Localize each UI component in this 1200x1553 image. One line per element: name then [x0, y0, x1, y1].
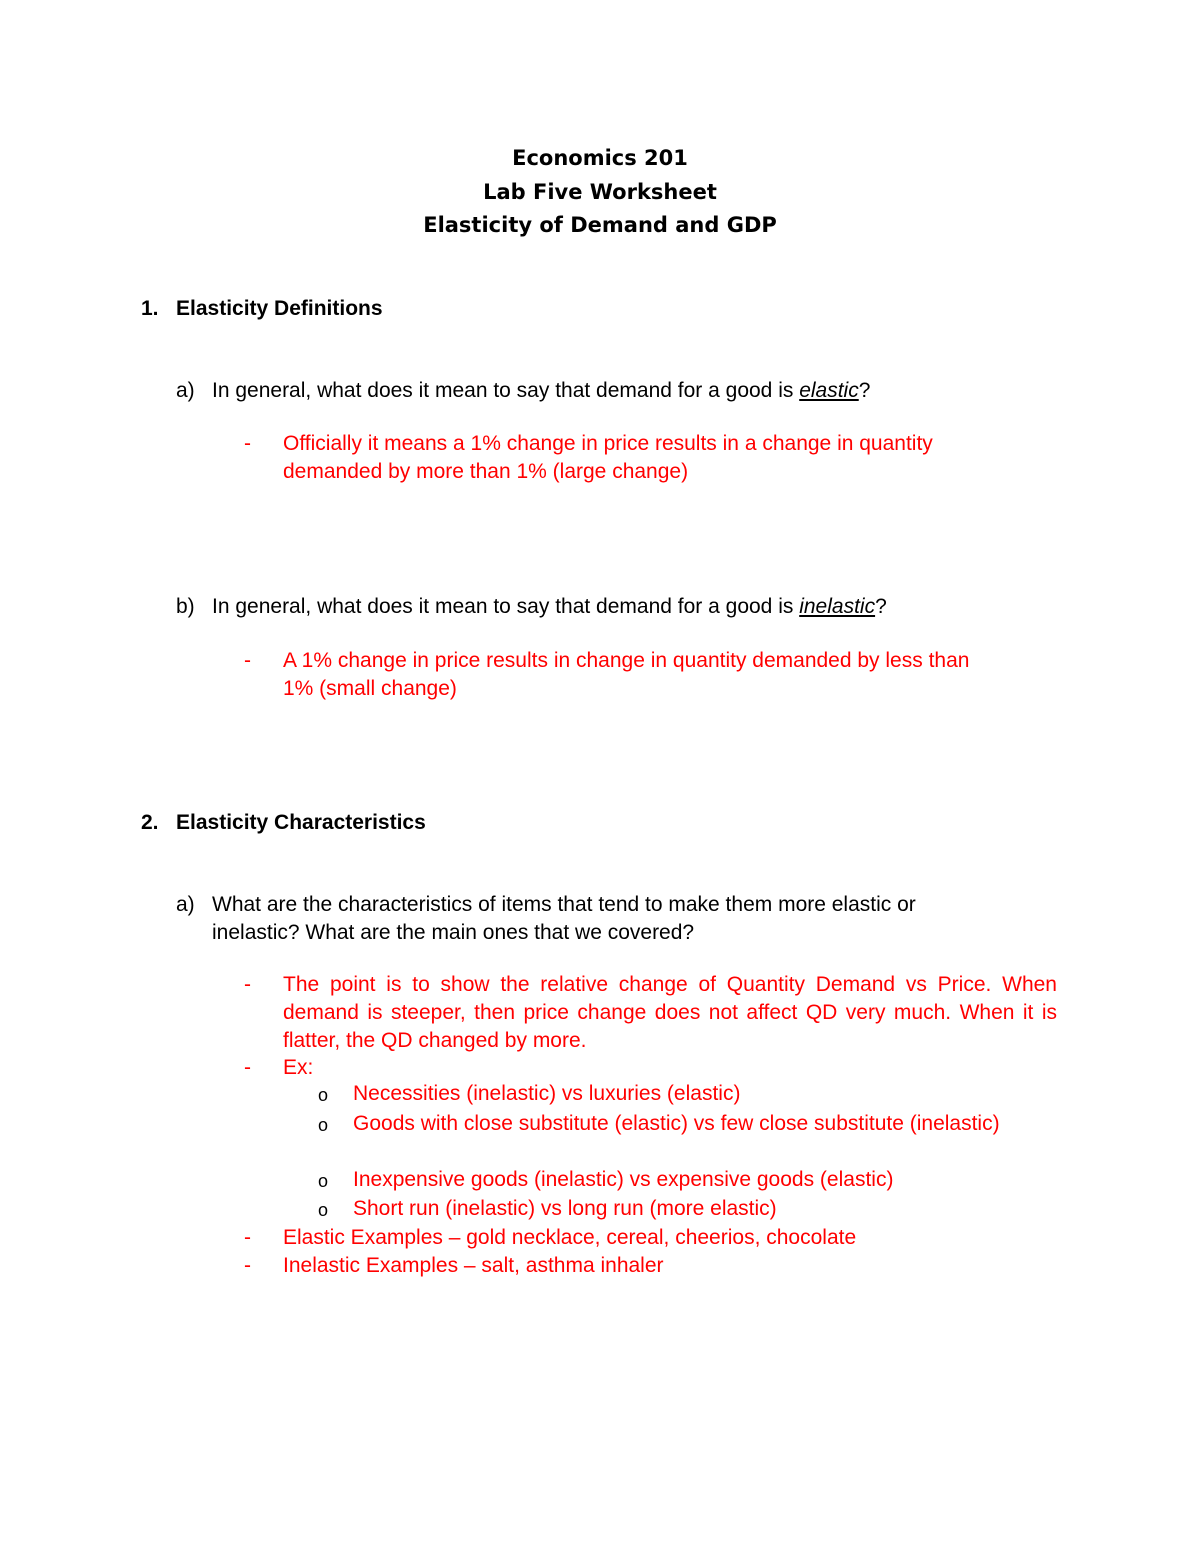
worksheet-title: Lab Five Worksheet	[483, 180, 717, 204]
answer-2a-ex-bullet: -	[244, 1056, 251, 1079]
sub-bullet-3: o	[318, 1171, 329, 1191]
section-1-number: 1.	[141, 297, 159, 320]
question-1a-prefix: In general, what does it mean to say that demand for a good is	[212, 379, 800, 402]
question-1b-suffix: ?	[875, 595, 887, 618]
answer-1a-line-2: demanded by more than 1% (large change)	[283, 460, 689, 483]
answer-1b-line-2: 1% (small change)	[283, 677, 457, 700]
section-2-title: Elasticity Characteristics	[176, 811, 426, 834]
inelastic-examples-bullet: -	[244, 1254, 251, 1277]
question-1a-letter: a)	[176, 379, 195, 402]
question-1b-letter: b)	[176, 595, 195, 618]
question-2a-line-2: inelastic? What are the main ones that we covered?	[212, 921, 695, 944]
answer-1a-bullet: -	[244, 432, 251, 455]
term-elastic: elastic	[799, 379, 859, 402]
course-title: Economics 201	[512, 146, 688, 170]
answer-2a-ex-label: Ex:	[283, 1056, 314, 1079]
sub-bullet-2: o	[318, 1115, 329, 1135]
answer-1a-line-1: Officially it means a 1% change in price results in a change in quantity	[283, 432, 933, 455]
question-2a-line-1: What are the characteristics of items that tend to make them more elastic or	[212, 893, 916, 916]
inelastic-examples: Inelastic Examples – salt, asthma inhaler	[283, 1254, 664, 1277]
term-inelastic: inelastic	[799, 595, 876, 618]
question-1b-prefix: In general, what does it mean to say that demand for a good is	[212, 595, 800, 618]
answer-1b-bullet: -	[244, 649, 251, 672]
section-2-number: 2.	[141, 811, 159, 834]
ex-item-2: Goods with close substitute (elastic) vs few close substitute (inelastic)	[353, 1112, 1000, 1135]
elastic-examples: Elastic Examples – gold necklace, cereal, cheerios, chocolate	[283, 1226, 857, 1249]
sub-bullet-1: o	[318, 1085, 329, 1105]
topic-title: Elasticity of Demand and GDP	[423, 213, 777, 237]
sub-bullet-4: o	[318, 1200, 329, 1220]
elastic-examples-bullet: -	[244, 1226, 251, 1249]
ex-item-3: Inexpensive goods (inelastic) vs expensive goods (elastic)	[353, 1168, 894, 1191]
ex-item-4: Short run (inelastic) vs long run (more elastic)	[353, 1197, 777, 1220]
question-2a-letter: a)	[176, 893, 195, 916]
ex-item-1: Necessities (inelastic) vs luxuries (elastic)	[353, 1082, 741, 1105]
question-1a-text	[212, 377, 870, 405]
question-1b-text	[212, 593, 887, 621]
answer-2a-point-bullet: -	[244, 973, 251, 996]
answer-1b-line-1: A 1% change in price results in change in quantity demanded by less than	[283, 649, 970, 672]
question-1a-suffix: ?	[858, 379, 871, 402]
answer-2a-point: The point is to show the relative change of Quantity Demand vs Price. When demand is steeper, then price change does not affect QD very much. When it is flatter, the QD changed by more.	[283, 973, 1057, 1052]
section-1-title: Elasticity Definitions	[176, 297, 383, 320]
